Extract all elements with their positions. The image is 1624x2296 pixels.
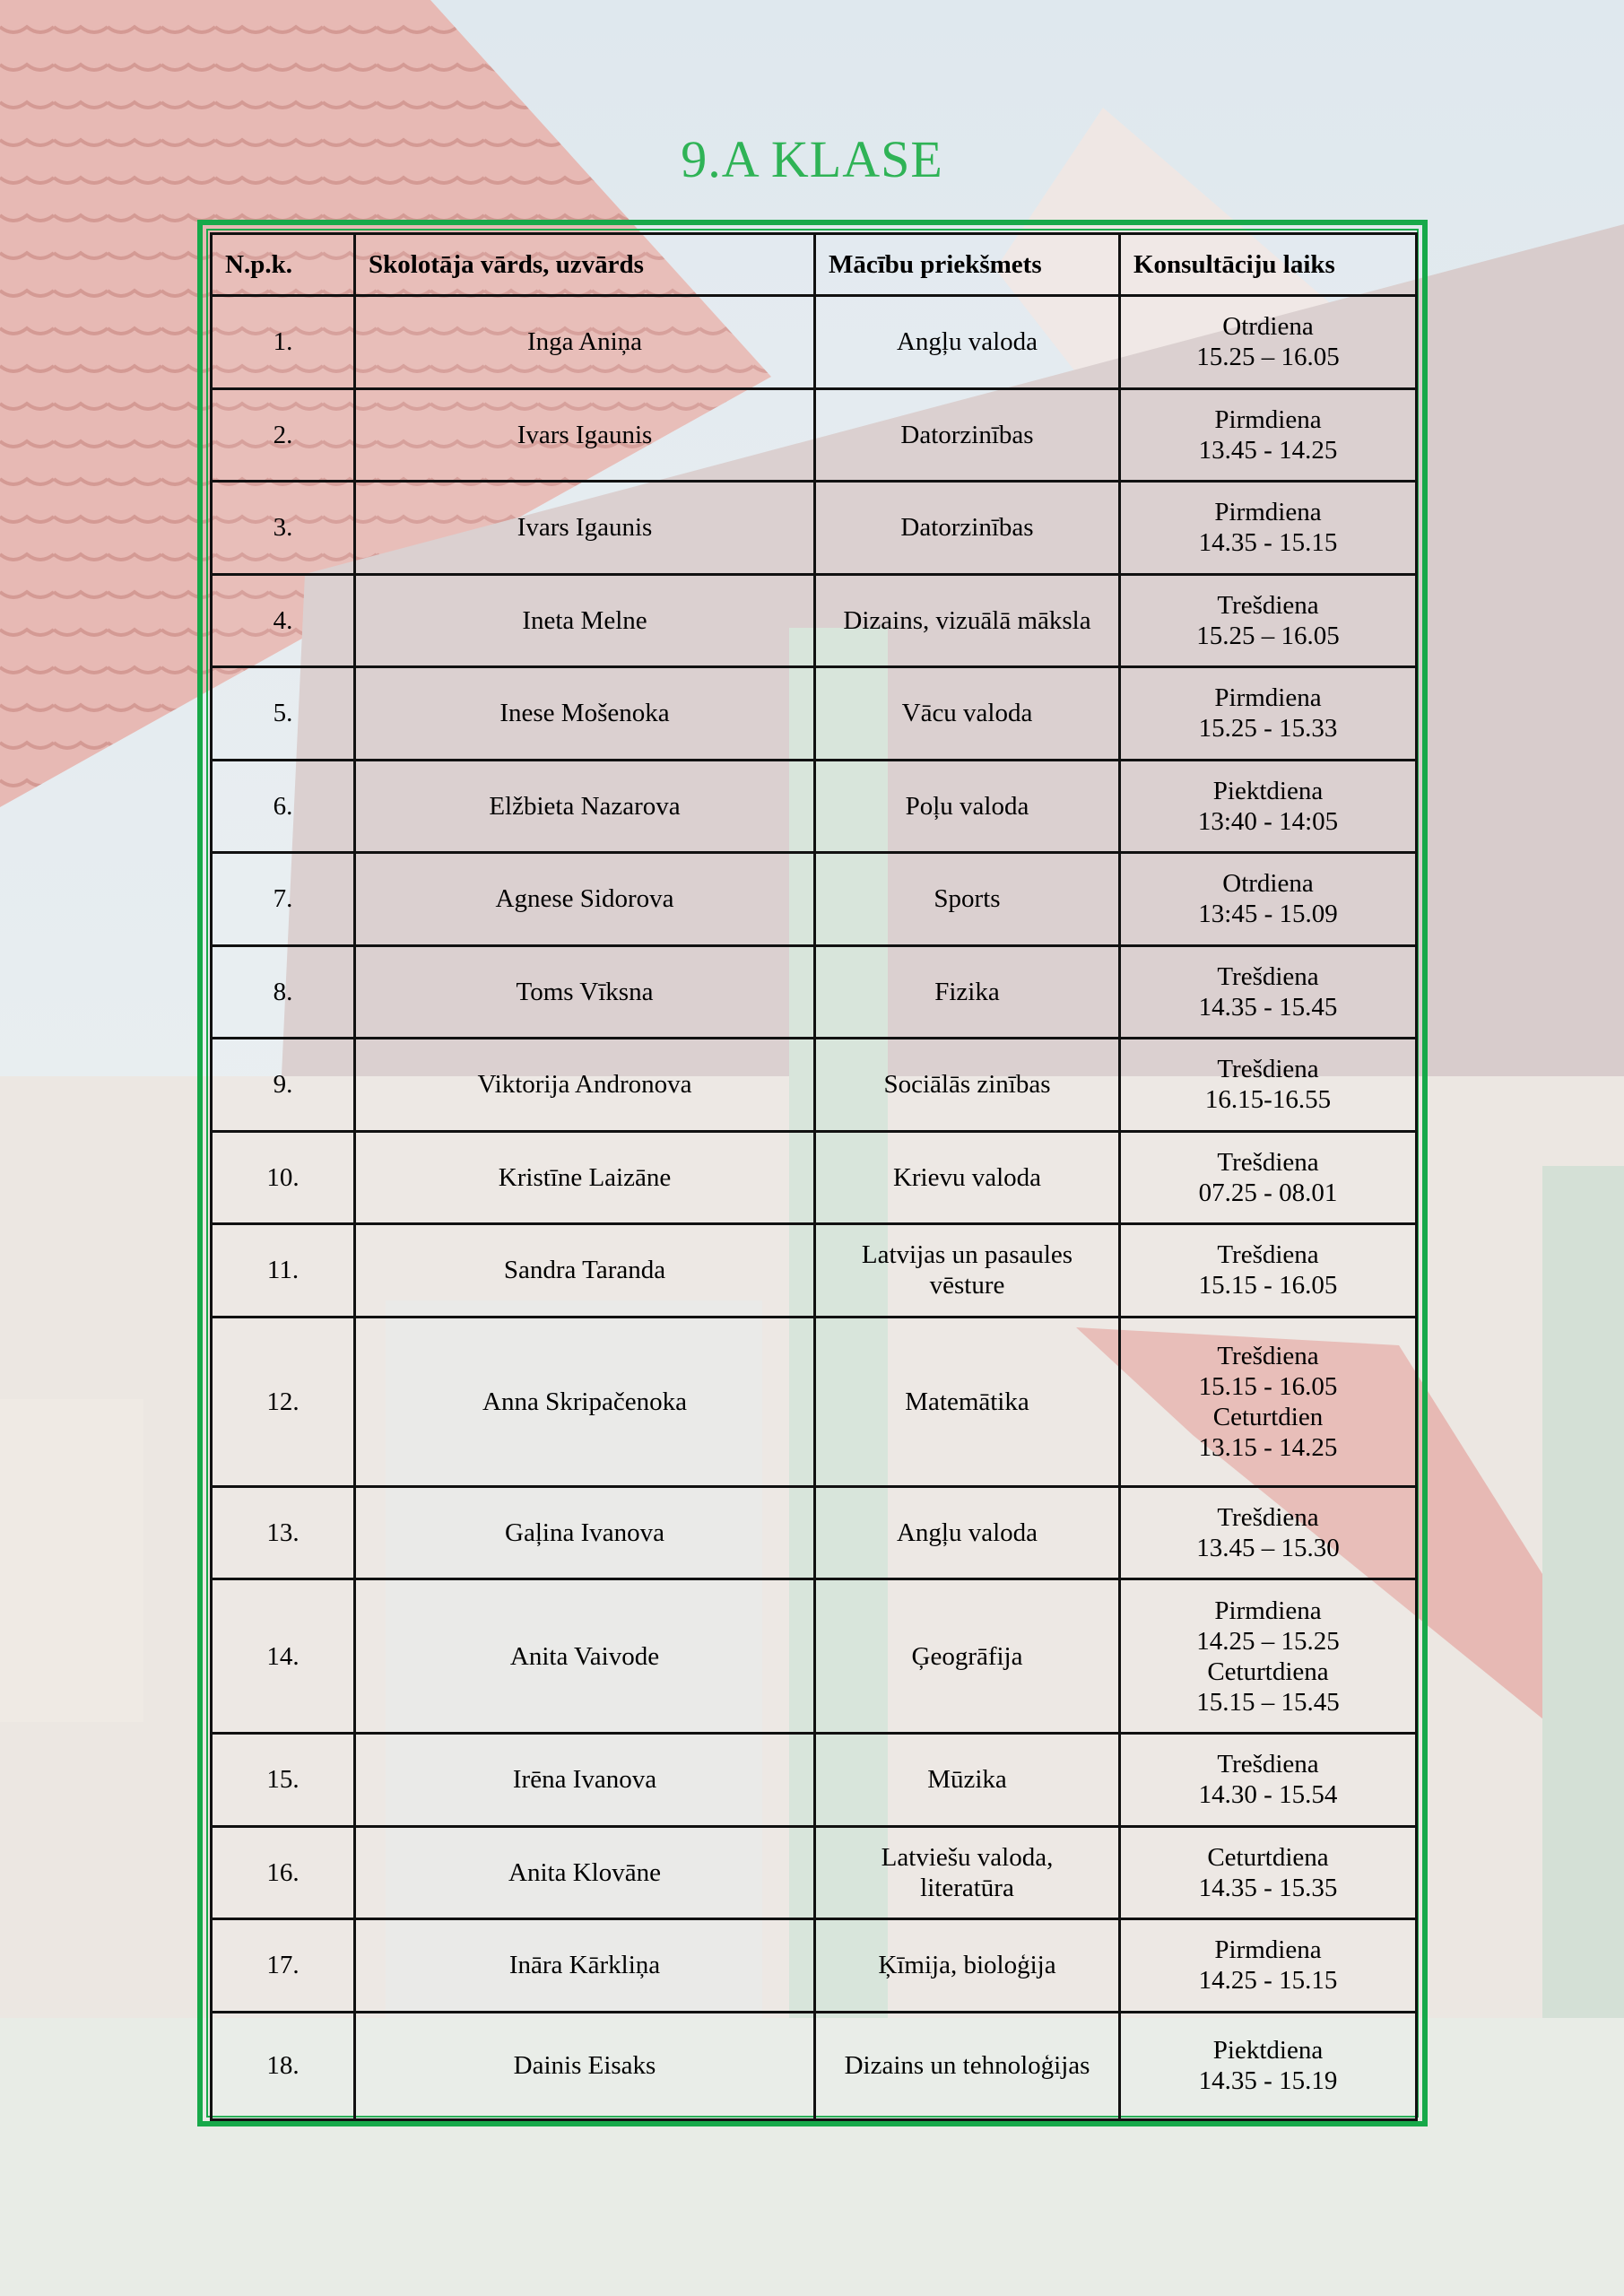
time-line: 14.35 - 15.15	[1198, 528, 1338, 558]
subject	[815, 1131, 1120, 1224]
teacher-name: Inga Aniņa	[355, 296, 815, 389]
subject	[815, 296, 1120, 389]
subject-line: Mūzika	[927, 1765, 1007, 1795]
time-line: Ceturtdiena	[1207, 1842, 1329, 1872]
schedule-frame	[197, 220, 1428, 2126]
time-line: 07.25 - 08.01	[1198, 1178, 1338, 1207]
consultation-time	[1120, 1131, 1417, 1224]
table-header-row	[212, 234, 1417, 296]
subject	[815, 853, 1120, 946]
row-number: 5.	[212, 667, 355, 761]
subject	[815, 1579, 1120, 1734]
time-line: Trešdiena	[1217, 1055, 1319, 1084]
table-row	[212, 667, 1417, 761]
time-line: Pirmdiena	[1214, 498, 1322, 527]
consultation-time	[1120, 1486, 1417, 1579]
time-line: 13:40 - 14:05	[1197, 806, 1339, 836]
teacher-name: Gaļina Ivanova	[355, 1486, 815, 1579]
consultation-time	[1120, 853, 1417, 946]
teacher-name: Irēna Ivanova	[355, 1734, 815, 1827]
page-title: 9.A KLASE	[681, 130, 943, 188]
row-number: 9.	[212, 1039, 355, 1132]
table-row	[212, 1826, 1417, 1919]
row-number: 10.	[212, 1131, 355, 1224]
subject-line: Ģeogrāfija	[911, 1641, 1023, 1671]
teacher-name: Dainis Eisaks	[355, 2012, 815, 2119]
time-line: Piektdiena	[1212, 2036, 1324, 2065]
subject-line: Dizains, vizuālā māksla	[843, 605, 1091, 635]
time-line: 14.25 – 15.25	[1196, 1626, 1340, 1656]
subject-line: vēsture	[929, 1271, 1005, 1300]
time-line: 15.15 - 16.05	[1198, 1371, 1338, 1401]
row-number: 18.	[212, 2012, 355, 2119]
time-line: 14.35 - 15.19	[1198, 2066, 1338, 2095]
time-line: 13.45 - 14.25	[1198, 435, 1338, 465]
row-number: 12.	[212, 1317, 355, 1486]
consultation-time	[1120, 296, 1417, 389]
subject-line: Poļu valoda	[905, 791, 1029, 821]
teacher-name: Anita Klovāne	[355, 1826, 815, 1919]
subject	[815, 667, 1120, 761]
table-row	[212, 1486, 1417, 1579]
teacher-name: Sandra Taranda	[355, 1224, 815, 1318]
subject-line: Sociālās zinības	[883, 1070, 1051, 1100]
table-row	[212, 482, 1417, 575]
row-number: 1.	[212, 296, 355, 389]
consultation-time	[1120, 388, 1417, 482]
time-line: Pirmdiena	[1214, 404, 1322, 434]
teacher-name: Anna Skripačenoka	[355, 1317, 815, 1486]
consultation-time	[1120, 1224, 1417, 1318]
row-number: 11.	[212, 1224, 355, 1318]
table-row	[212, 1131, 1417, 1224]
subject	[815, 1317, 1120, 1486]
table-row	[212, 388, 1417, 482]
header-number: N.p.k.	[212, 234, 355, 296]
teacher-name: Viktorija Andronova	[355, 1039, 815, 1132]
time-line: 13:45 - 15.09	[1198, 900, 1338, 929]
consultation-time	[1120, 1734, 1417, 1827]
subject	[815, 1486, 1120, 1579]
table-row	[212, 945, 1417, 1039]
row-number: 14.	[212, 1579, 355, 1734]
consultation-time	[1120, 945, 1417, 1039]
table-row	[212, 574, 1417, 667]
table-row	[212, 1224, 1417, 1318]
subject	[815, 1826, 1120, 1919]
table-row	[212, 2012, 1417, 2119]
time-line: Ceturtdiena	[1207, 1657, 1329, 1686]
time-line: Ceturtdien	[1212, 1402, 1324, 1431]
time-line: Trešdiena	[1217, 1341, 1319, 1370]
header-teacher: Skolotāja vārds, uzvārds	[355, 234, 815, 296]
row-number: 8.	[212, 945, 355, 1039]
subject-line: Vācu valoda	[901, 699, 1033, 728]
subject-line: Ķīmija, bioloģija	[878, 1951, 1056, 1980]
subject-line: Dizains un tehnoloģijas	[844, 2051, 1090, 2080]
time-line: Trešdiena	[1217, 1147, 1319, 1177]
teacher-name: Ivars Igaunis	[355, 482, 815, 575]
subject-line: Datorzinības	[900, 420, 1034, 449]
row-number: 2.	[212, 388, 355, 482]
subject-line: Latviešu valoda,	[881, 1842, 1054, 1872]
time-line: 15.15 – 15.45	[1196, 1687, 1340, 1717]
header-subject: Mācību priekšmets	[815, 234, 1120, 296]
teacher-name: Toms Vīksna	[355, 945, 815, 1039]
subject	[815, 2012, 1120, 2119]
subject	[815, 1039, 1120, 1132]
subject-line: Datorzinības	[900, 513, 1034, 543]
table-row	[212, 296, 1417, 389]
subject	[815, 388, 1120, 482]
row-number: 4.	[212, 574, 355, 667]
time-line: 14.35 - 15.35	[1198, 1873, 1338, 1902]
consultation-time	[1120, 2012, 1417, 2119]
subject	[815, 945, 1120, 1039]
teacher-name: Ineta Melne	[355, 574, 815, 667]
time-line: 14.30 - 15.54	[1198, 1780, 1338, 1810]
subject	[815, 482, 1120, 575]
table-row	[212, 1039, 1417, 1132]
row-number: 7.	[212, 853, 355, 946]
consultation-time	[1120, 482, 1417, 575]
subject-line: Angļu valoda	[896, 327, 1038, 357]
row-number: 6.	[212, 760, 355, 853]
consultation-time	[1120, 667, 1417, 761]
consultation-time	[1120, 1039, 1417, 1132]
time-line: 15.25 - 15.33	[1198, 714, 1338, 744]
table-row	[212, 1579, 1417, 1734]
time-line: Trešdiena	[1217, 961, 1319, 991]
row-number: 16.	[212, 1826, 355, 1919]
consultation-table	[210, 232, 1418, 2121]
subject-line: Matemātika	[905, 1387, 1029, 1416]
subject-line: Sports	[934, 884, 1001, 914]
time-line: Pirmdiena	[1214, 1935, 1322, 1965]
consultation-time	[1120, 574, 1417, 667]
subject-line: literatūra	[920, 1873, 1014, 1902]
row-number: 17.	[212, 1919, 355, 2013]
time-line: 14.25 - 15.15	[1198, 1966, 1338, 1996]
consultation-time	[1120, 1579, 1417, 1734]
subject-line: Fizika	[934, 977, 1000, 1006]
time-line: 15.15 - 16.05	[1198, 1271, 1338, 1300]
time-line: Otrdiena	[1222, 869, 1314, 899]
time-line: Pirmdiena	[1214, 1596, 1322, 1625]
subject-line: Angļu valoda	[896, 1518, 1038, 1547]
table-row	[212, 1919, 1417, 2013]
time-line: 15.25 – 16.05	[1196, 343, 1340, 372]
teacher-name: Anita Vaivode	[355, 1579, 815, 1734]
time-line: 16.15-16.55	[1204, 1085, 1332, 1115]
subject-line: Krievu valoda	[892, 1162, 1042, 1192]
table-row	[212, 1317, 1417, 1486]
subject-line: Latvijas un pasaules	[861, 1240, 1073, 1270]
consultation-time	[1120, 1919, 1417, 2013]
row-number: 15.	[212, 1734, 355, 1827]
subject	[815, 1919, 1120, 2013]
time-line: Trešdiena	[1217, 1240, 1319, 1270]
consultation-time	[1120, 1826, 1417, 1919]
subject	[815, 574, 1120, 667]
row-number: 13.	[212, 1486, 355, 1579]
consultation-time	[1120, 760, 1417, 853]
time-line: Otrdiena	[1222, 312, 1314, 342]
subject	[815, 1224, 1120, 1318]
row-number: 3.	[212, 482, 355, 575]
teacher-name: Kristīne Laizāne	[355, 1131, 815, 1224]
subject	[815, 1734, 1120, 1827]
table-row	[212, 760, 1417, 853]
time-line: 13.45 – 15.30	[1196, 1533, 1340, 1562]
time-line: 14.35 - 15.45	[1198, 992, 1338, 1022]
time-line: Pirmdiena	[1214, 683, 1322, 713]
teacher-name: Ināra Kārkliņa	[355, 1919, 815, 2013]
teacher-name: Elžbieta Nazarova	[355, 760, 815, 853]
table-row	[212, 1734, 1417, 1827]
subject	[815, 760, 1120, 853]
teacher-name: Ivars Igaunis	[355, 388, 815, 482]
teacher-name: Inese Mošenoka	[355, 667, 815, 761]
time-line: 15.25 – 16.05	[1196, 621, 1340, 650]
time-line: Trešdiena	[1217, 1502, 1319, 1532]
teacher-name: Agnese Sidorova	[355, 853, 815, 946]
time-line: Trešdiena	[1217, 1750, 1319, 1779]
time-line: Trešdiena	[1217, 590, 1319, 620]
consultation-time	[1120, 1317, 1417, 1486]
header-time: Konsultāciju laiks	[1120, 234, 1417, 296]
time-line: Piektdiena	[1212, 776, 1324, 805]
table-row	[212, 853, 1417, 946]
time-line: 13.15 - 14.25	[1198, 1432, 1338, 1462]
